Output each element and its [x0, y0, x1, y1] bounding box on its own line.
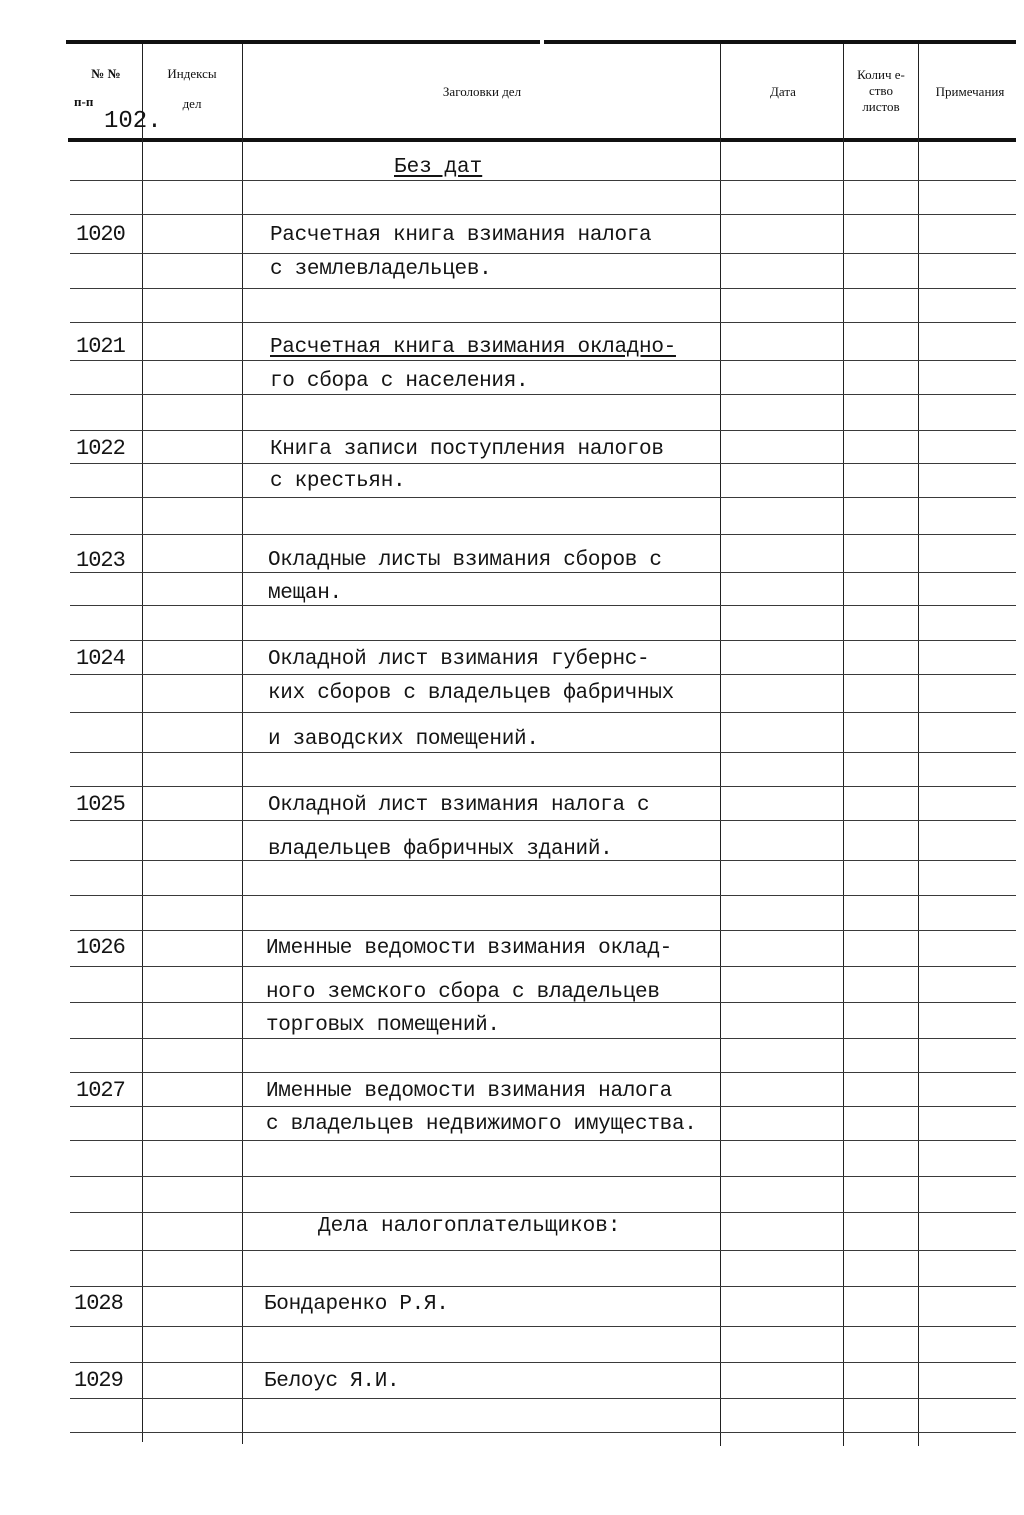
entry-number: 1021: [76, 334, 125, 359]
entry-title-line: и заводских помещений.: [268, 728, 539, 751]
row-rule: [70, 895, 1016, 896]
row-rule: [70, 534, 1016, 535]
header-num-label: [74, 66, 138, 110]
row-rule: [70, 497, 1016, 498]
row-rule: [70, 1038, 1016, 1039]
header-notes-label: Примечания: [935, 84, 1005, 99]
column-divider-count: [918, 44, 919, 1446]
row-rule: [70, 786, 1016, 787]
row-rule: [70, 1398, 1016, 1399]
row-rule: [70, 288, 1016, 289]
fond-number: 102.: [104, 108, 162, 135]
entry-title-line: мещан.: [268, 582, 342, 605]
row-rule: [70, 1432, 1016, 1433]
entry-title-line: с крестьян.: [270, 470, 406, 493]
row-rule: [70, 930, 1016, 931]
column-divider-title: [720, 44, 721, 1446]
header-index-label: [146, 66, 238, 112]
entry-title-line: Окладной лист взимания губернс-: [268, 648, 650, 671]
entry-number: 1023: [76, 548, 125, 573]
row-rule: [70, 360, 1016, 361]
entry-title-line: с землевладельцев.: [270, 258, 492, 281]
row-rule: [70, 1326, 1016, 1327]
entry-title-line: Именные ведомости взимания оклад-: [266, 937, 672, 960]
top-border-left: [66, 40, 540, 44]
entry-number: 1020: [76, 222, 125, 247]
entry-title-line: Бондаренко Р.Я.: [264, 1293, 449, 1316]
column-divider-index: [242, 44, 243, 1444]
section-title-undated: Без дат: [394, 156, 483, 179]
row-rule: [70, 180, 1016, 181]
header-index-line2: дел: [182, 96, 202, 111]
entry-title-line: с владельцев недвижимого имущества.: [266, 1113, 697, 1136]
row-rule: [70, 1140, 1016, 1141]
section-title-taxpayers: Дела налогоплательщиков:: [318, 1215, 621, 1238]
row-rule: [70, 640, 1016, 641]
entry-number: 1024: [76, 646, 125, 671]
row-rule: [70, 1362, 1016, 1363]
header-count-line1: Колич е-: [857, 67, 905, 82]
row-rule: [70, 253, 1016, 254]
row-rule: [70, 430, 1016, 431]
header-date-label: Дата: [770, 84, 796, 99]
row-rule: [70, 322, 1016, 323]
column-divider-date: [843, 44, 844, 1446]
row-rule: [70, 674, 1016, 675]
top-border-right: [544, 40, 1016, 44]
header-title-label: Заголовки дел: [442, 84, 522, 99]
row-rule: [70, 1072, 1016, 1073]
row-rule: [70, 214, 1016, 215]
entry-title-line: Расчетная книга взимания налога: [270, 224, 652, 247]
header-index-line1: Индексы: [167, 66, 217, 81]
entry-title-line: Окладной лист взимания налога с: [268, 794, 650, 817]
row-rule: [70, 394, 1016, 395]
entry-number: 1025: [76, 792, 125, 817]
entry-title-line: Книга записи поступления налогов: [270, 438, 664, 461]
row-rule: [70, 1106, 1016, 1107]
row-rule: [70, 605, 1016, 606]
entry-number: 1022: [76, 436, 125, 461]
row-rule: [70, 1286, 1016, 1287]
entry-number: 1027: [76, 1078, 125, 1103]
entry-title-line: Окладные листы взимания сборов с: [268, 549, 662, 572]
header-count-line2: ство: [868, 83, 893, 98]
entry-title-line: Именные ведомости взимания налога: [266, 1080, 672, 1103]
entry-title-line: владельцев фабричных зданий.: [268, 838, 613, 861]
entry-title-line: ких сборов с владельцев фабричных: [268, 682, 674, 705]
entry-title-line: ного земского сбора с владельцев: [266, 981, 660, 1004]
entry-title-line: Расчетная книга взимания окладно-: [270, 336, 676, 359]
row-rule: [70, 752, 1016, 753]
entry-number: 1026: [76, 935, 125, 960]
header-num-line2: п-п: [74, 94, 94, 109]
header-count-label: [845, 67, 917, 115]
header-bottom-border: [68, 138, 1016, 142]
entry-number: 1029: [74, 1368, 123, 1393]
row-rule: [70, 572, 1016, 573]
row-rule: [70, 463, 1016, 464]
entry-title-line: Белоус Я.И.: [264, 1370, 400, 1393]
row-rule: [70, 1176, 1016, 1177]
header-num-line1: № №: [91, 66, 121, 81]
row-rule: [70, 1212, 1016, 1213]
row-rule: [70, 1250, 1016, 1251]
entry-title-line: торговых помещений.: [266, 1014, 500, 1037]
header-count-line3: листов: [862, 99, 900, 114]
row-rule: [70, 820, 1016, 821]
entry-title-line: го сбора с населения.: [270, 370, 529, 393]
entry-number: 1028: [74, 1291, 123, 1316]
row-rule: [70, 712, 1016, 713]
row-rule: [70, 966, 1016, 967]
